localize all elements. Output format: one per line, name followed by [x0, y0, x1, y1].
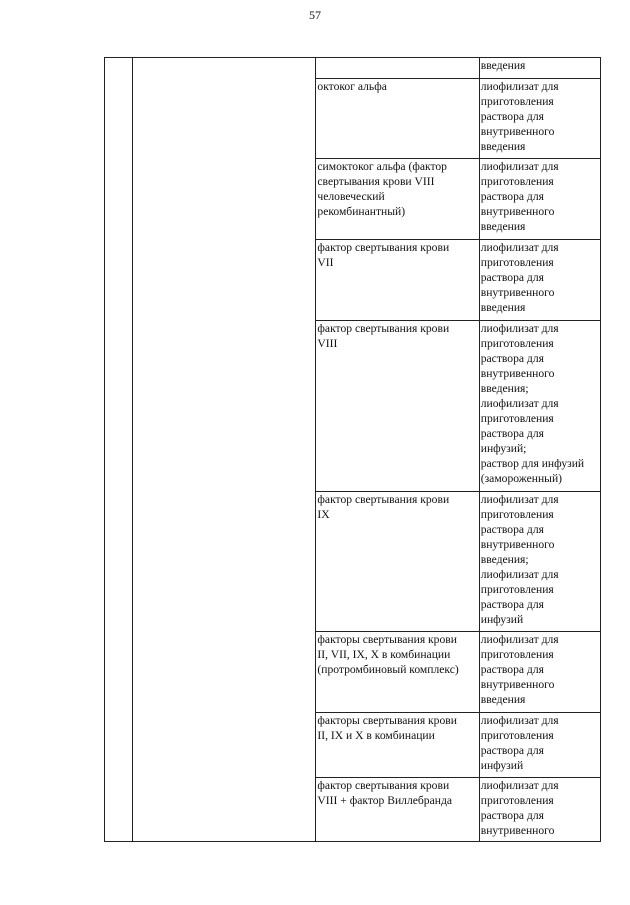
drug-name-text: факторы свертывания крови II, IX и X в комбинации: [317, 714, 457, 742]
medication-table: [104, 57, 601, 842]
drug-name-text: симоктоког альфа (фактор свертывания крови VIII человеческий рекомбинантный): [317, 160, 447, 218]
dosage-form-text: лиофилизат для приготовления раствора для инфузий: [480, 714, 559, 772]
drug-name-cell: [316, 159, 479, 240]
dosage-form-cell: [479, 321, 600, 492]
dosage-form-text: лиофилизат для приготовления раствора для внутривенного введения: [480, 633, 559, 706]
table-row: [105, 58, 601, 79]
dosage-form-text: лиофилизат для приготовления раствора для внутривенного введения: [480, 241, 559, 314]
code-column-cell: [105, 58, 133, 842]
drug-name-cell: [316, 713, 479, 778]
drug-name-text: фактор свертывания крови VIII: [317, 322, 450, 350]
group-column-cell: [133, 58, 316, 842]
drug-name-text: фактор свертывания крови IX: [317, 493, 450, 521]
dosage-form-cell: [479, 58, 600, 79]
drug-name-cell: [316, 79, 479, 159]
drug-name-text: фактор свертывания крови VII: [317, 241, 450, 269]
drug-name-cell: [316, 321, 479, 492]
dosage-form-text: лиофилизат для приготовления раствора для внутривенного введения: [480, 80, 559, 153]
dosage-form-cell: [479, 713, 600, 778]
dosage-form-cell: [479, 778, 600, 842]
drug-name-text: октоког альфа: [317, 80, 387, 93]
drug-name-cell: [316, 492, 479, 632]
dosage-form-cell: [479, 240, 600, 321]
dosage-form-cell: [479, 632, 600, 713]
drug-name-text: факторы свертывания крови II, VII, IX, X в комбинации (протромбиновый комплекс): [317, 633, 459, 676]
page-number: 57: [309, 8, 321, 22]
dosage-form-cell: [479, 79, 600, 159]
dosage-form-text: лиофилизат для приготовления раствора для внутривенного введения: [480, 160, 559, 233]
dosage-form-text: лиофилизат для приготовления раствора для внутривенного введения; лиофилизат для приготовления раствора для инфузий: [480, 493, 559, 626]
dosage-form-cell: [479, 159, 600, 240]
drug-name-text: фактор свертывания крови VIII + фактор Виллебранда: [317, 779, 452, 807]
drug-name-cell: [316, 58, 479, 79]
drug-name-cell: [316, 240, 479, 321]
drug-name-cell: [316, 778, 479, 842]
dosage-form-text: лиофилизат для приготовления раствора для внутривенного: [480, 779, 559, 837]
dosage-form-cell: [479, 492, 600, 632]
dosage-form-text: введения: [480, 59, 526, 72]
drug-name-cell: [316, 632, 479, 713]
dosage-form-text: лиофилизат для приготовления раствора для внутривенного введения; лиофилизат для приготовления раствора для инфузий; раствор для инфузий (замороженный): [480, 322, 585, 485]
